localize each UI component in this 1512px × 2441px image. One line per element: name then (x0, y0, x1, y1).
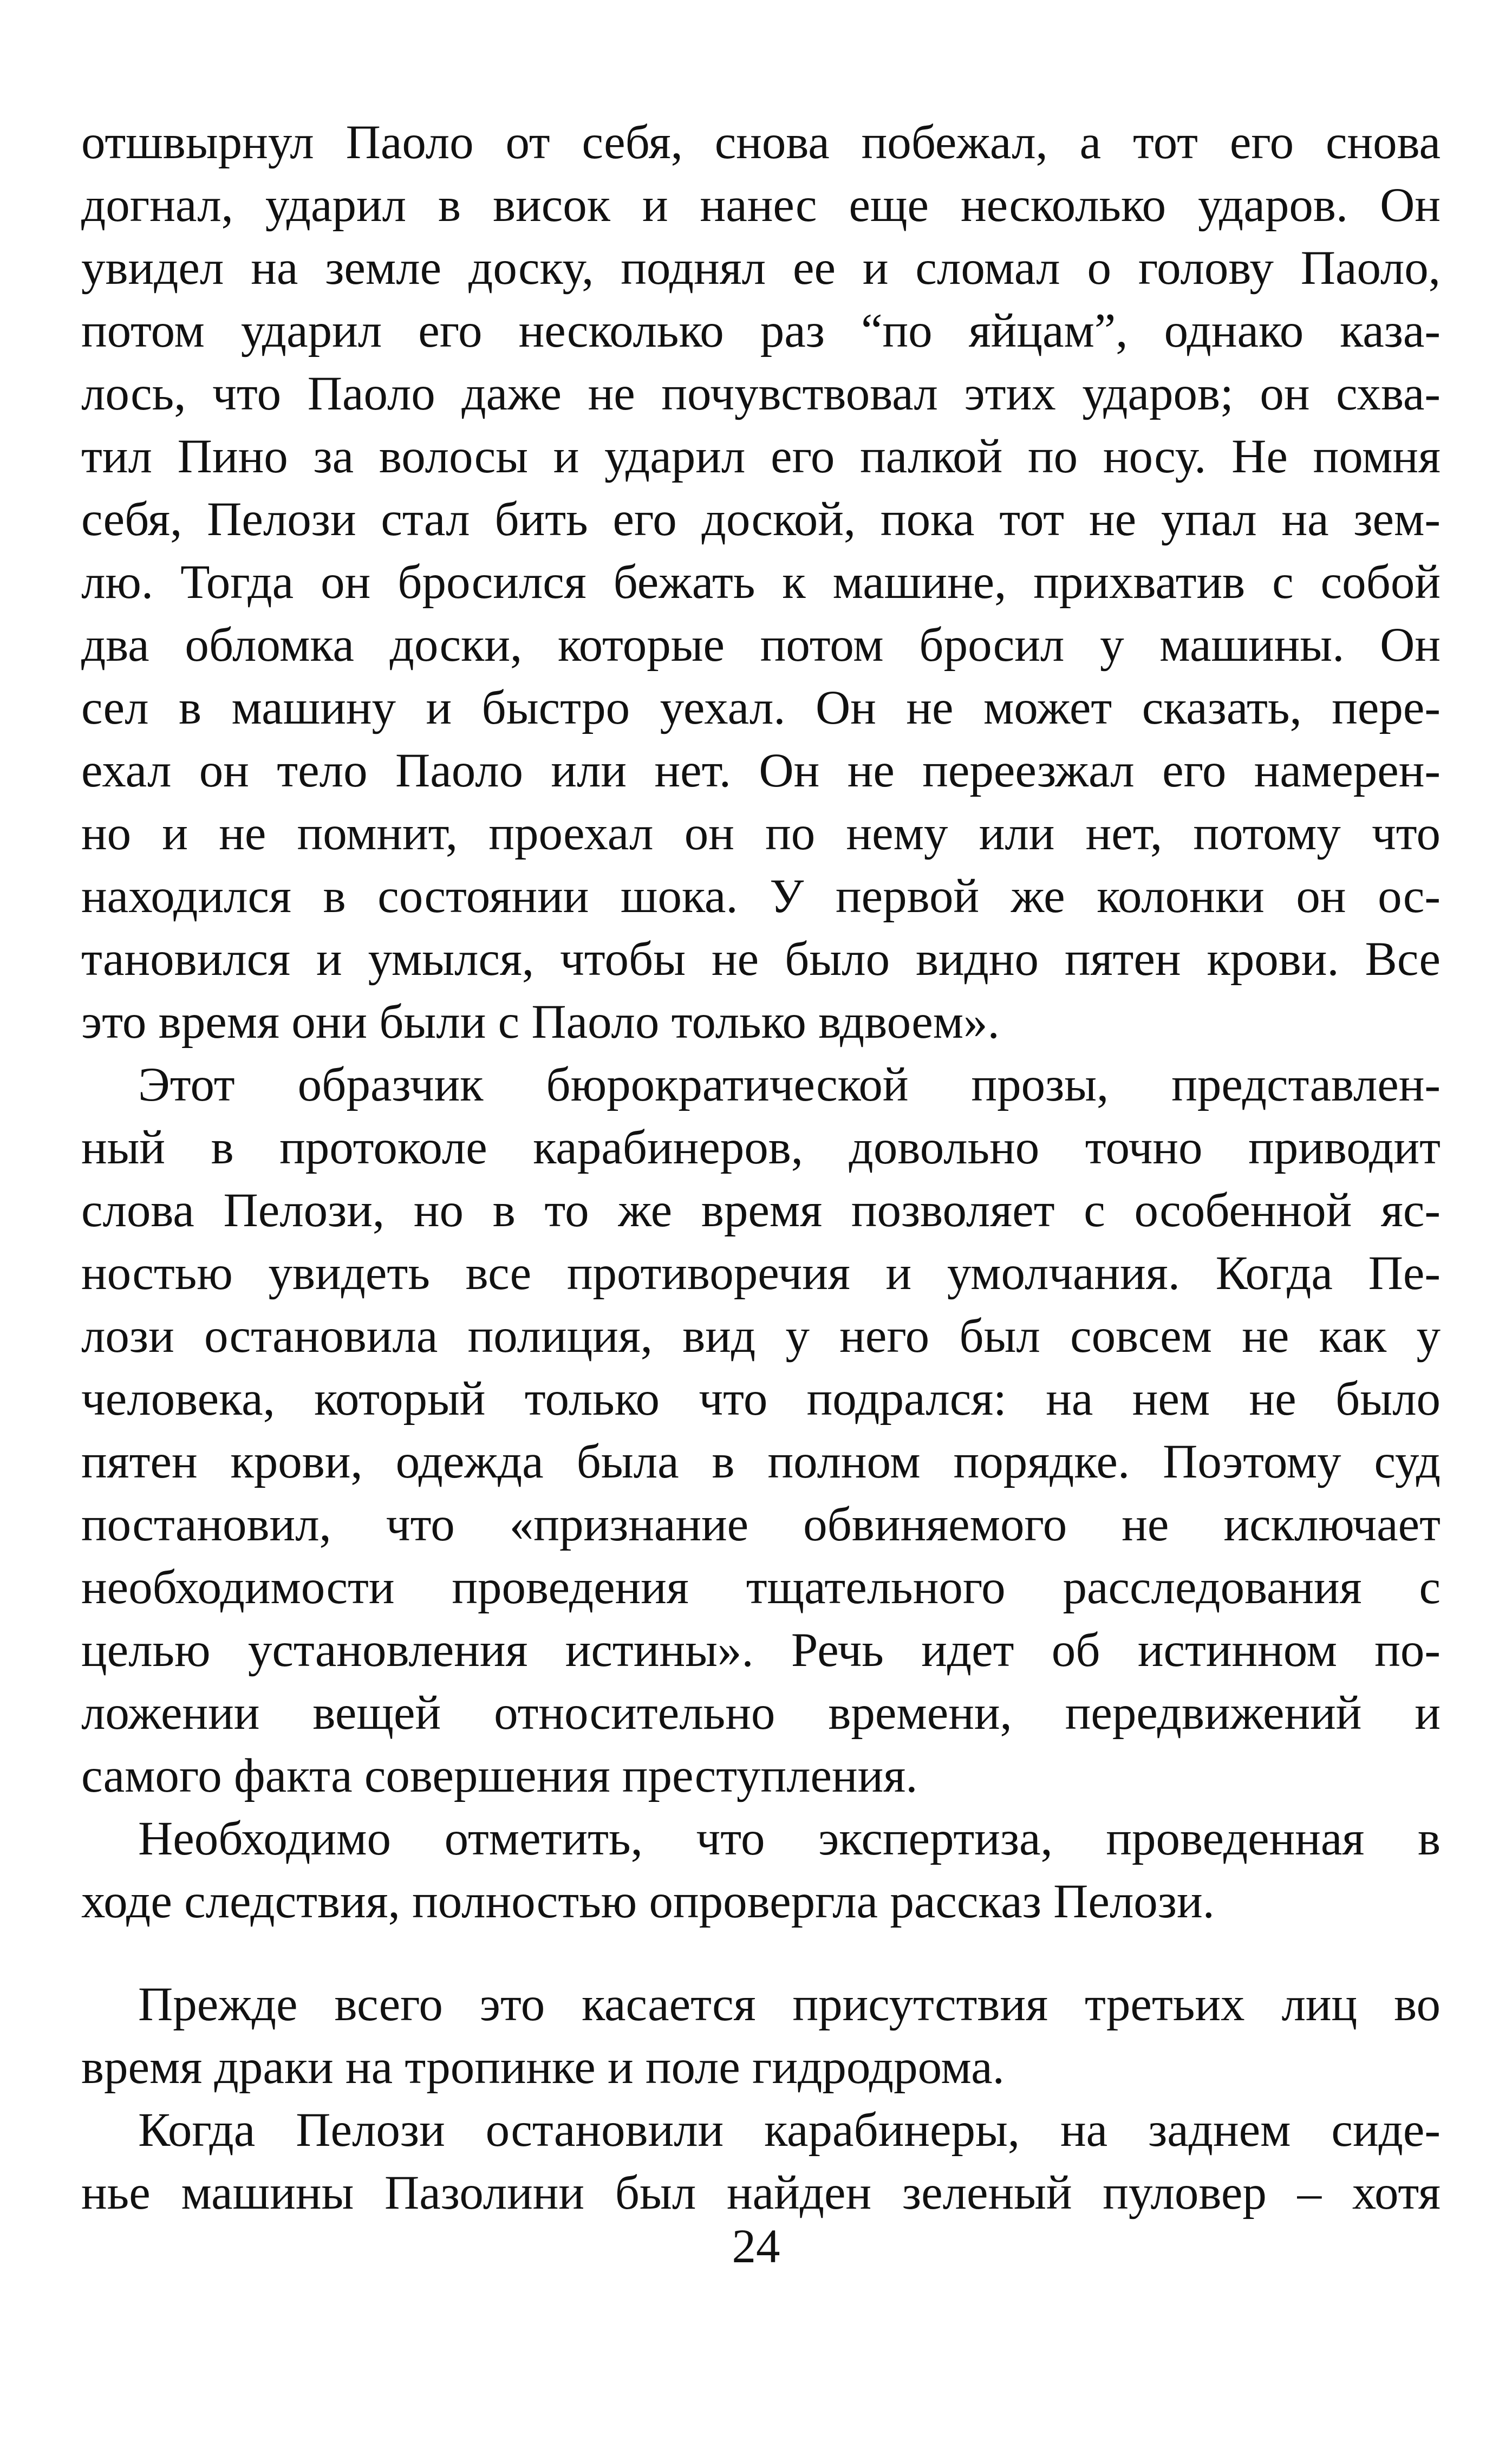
text-line: тил Пино за волосы и ударил его палкой по носу. Не помня (81, 430, 1441, 483)
text-line: лось, что Паоло даже не почувствовал этих ударов; он схва- (81, 367, 1441, 420)
text-line: целью установления истины». Речь идет об истинном по- (81, 1624, 1441, 1677)
text-line: ностью увидеть все противоречия и умолчания. Когда Пе- (81, 1247, 1441, 1300)
text-line: пятен крови, одежда была в полном порядке. Поэтому суд (81, 1435, 1441, 1488)
page-number: 24 (732, 2220, 780, 2273)
text-line: себя, Пелози стал бить его доской, пока тот не упал на зем- (81, 493, 1441, 546)
text-line: отшвырнул Паоло от себя, снова побежал, а тот его снова (81, 116, 1441, 169)
text-line: лю. Тогда он бросился бежать к машине, прихватив с собой (81, 556, 1441, 609)
text-line: нье машины Пазолини был найден зеленый пуловер – хотя (81, 2166, 1441, 2219)
text-line: догнал, ударил в висок и нанес еще несколько ударов. Он (81, 179, 1441, 232)
text-line: потом ударил его несколько раз “по яйцам”, однако каза- (81, 304, 1441, 357)
text-line: находился в состоянии шока. У первой же колонки он ос- (81, 870, 1441, 923)
text-line: Этот образчик бюрократической прозы, представлен- (138, 1058, 1441, 1111)
text-line: ный в протоколе карабинеров, довольно точно приводит (81, 1121, 1441, 1174)
text-line: но и не помнит, проехал он по нему или нет, потому что (81, 807, 1441, 860)
text-line: Прежде всего это касается присутствия третьих лиц во (138, 1978, 1441, 2031)
text-line: самого факта совершения преступления. (81, 1749, 918, 1802)
text-line: ходе следствия, полностью опровергла рассказ Пелози. (81, 1875, 1215, 1928)
text-line: это время они были с Паоло только вдвоем». (81, 995, 1000, 1049)
text-line: Когда Пелози остановили карабинеры, на заднем сиде- (138, 2104, 1441, 2157)
text-line: постановил, что «признание обвиняемого не исключает (81, 1498, 1441, 1551)
text-line: увидел на земле доску, поднял ее и сломал о голову Паоло, (81, 242, 1441, 295)
text-line: время драки на тропинке и поле гидродрома. (81, 2041, 1005, 2094)
text-line: тановился и умылся, чтобы не было видно пятен крови. Все (81, 933, 1441, 986)
text-line: необходимости проведения тщательного расследования с (81, 1561, 1441, 1614)
text-line: ложении вещей относительно времени, передвижений и (81, 1687, 1441, 1740)
text-line: слова Пелози, но в то же время позволяет с особенной яс- (81, 1184, 1441, 1237)
text-line: два обломка доски, которые потом бросил у машины. Он (81, 619, 1441, 672)
text-line: Необходимо отметить, что экспертиза, проведенная в (138, 1812, 1441, 1865)
text-line: лози остановила полиция, вид у него был совсем не как у (81, 1310, 1441, 1363)
text-line: человека, который только что подрался: на нем не было (81, 1372, 1441, 1425)
text-line: ехал он тело Паоло или нет. Он не переезжал его намерен- (81, 744, 1441, 797)
text-line: сел в машину и быстро уехал. Он не может сказать, пере- (81, 681, 1441, 734)
